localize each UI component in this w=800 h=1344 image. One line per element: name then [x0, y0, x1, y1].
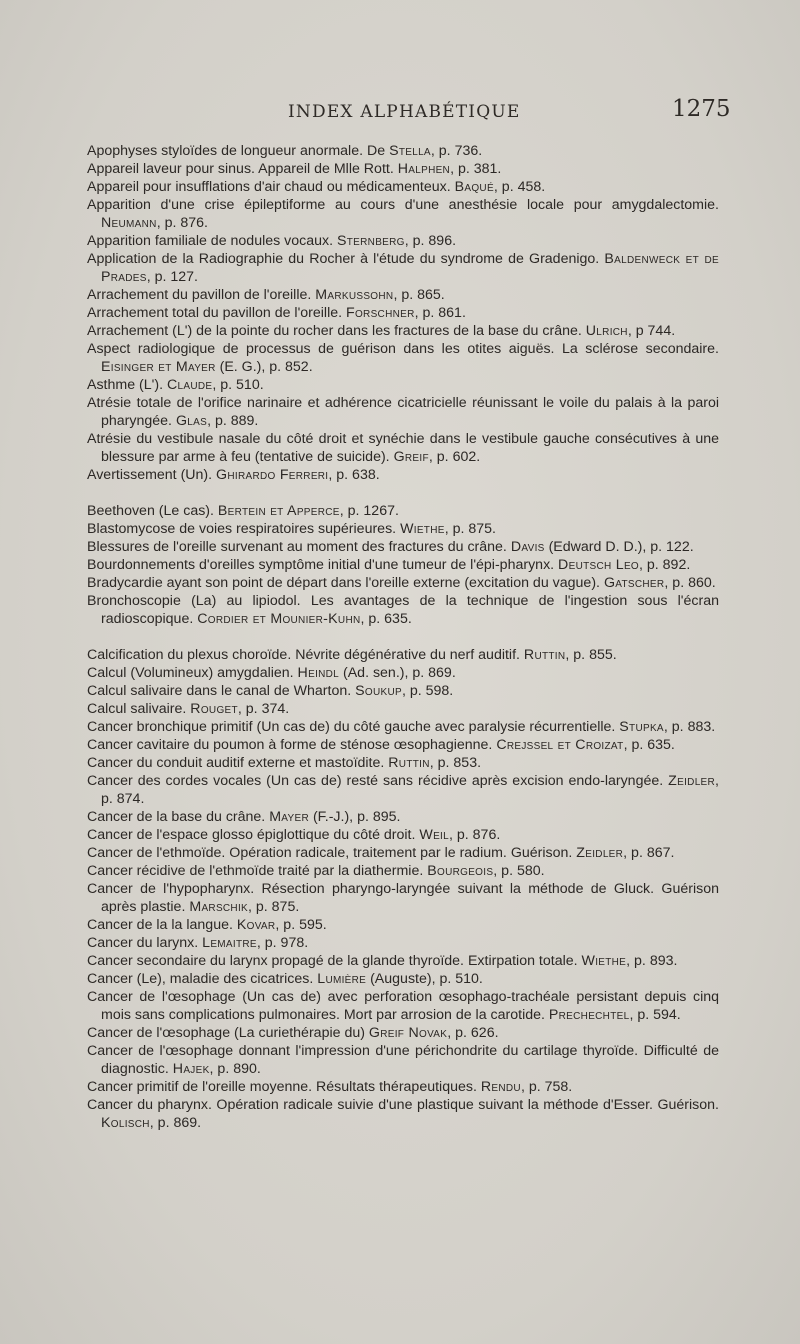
entry-page-ref: (Ad. sen.), p. 869.: [339, 665, 456, 681]
alphabetical-index: [87, 142, 719, 1150]
entry-author: Zeidler: [576, 845, 624, 861]
entry-author: Gatscher: [603, 575, 665, 591]
entry-title: Appareil pour insufflations d'air chaud ou médicamenteux.: [87, 179, 455, 195]
entry-title: Blessures de l'oreille survenant au moment des fractures du crâne.: [87, 539, 511, 555]
entry-title: Calcification du plexus choroïde. Névrite dégénérative du nerf auditif.: [87, 647, 524, 663]
entry-title: Cancer de la la langue.: [87, 917, 237, 933]
page-number: 1275: [672, 96, 731, 122]
index-entry: [87, 844, 719, 862]
entry-page-ref: , p. 874.: [101, 773, 719, 807]
entry-author: Deutsch Leo: [558, 557, 639, 573]
entry-page-ref: , p. 978.: [256, 935, 309, 951]
entry-author: Forschner: [346, 305, 415, 321]
entry-author: Soukup: [355, 683, 402, 699]
entry-page-ref: , p. 127.: [146, 269, 198, 285]
index-section: [87, 646, 719, 1132]
index-entry: [87, 700, 719, 718]
entry-page-ref: , p. 594.: [629, 1007, 681, 1023]
entry-title: Cancer du pharynx. Opération radicale suivie d'une plastique suivant la méthode d'Esser. Guérison.: [87, 1097, 719, 1113]
index-entry: [87, 232, 719, 250]
index-entry: [87, 682, 719, 700]
entry-title: Cancer de la base du crâne.: [87, 809, 270, 825]
entry-author: Prechechtel: [548, 1007, 630, 1023]
entry-author: Kolisch: [101, 1115, 150, 1131]
index-entry: [87, 286, 719, 304]
entry-page-ref: , p. 875.: [444, 521, 496, 537]
index-entry: [87, 592, 719, 628]
entry-title: Cancer secondaire du larynx propagé de la glande thyroïde. Extirpation totale.: [87, 953, 582, 969]
entry-author: Glas: [175, 413, 208, 429]
index-entry: [87, 826, 719, 844]
entry-title: Calcul salivaire dans le canal de Wharton.: [87, 683, 356, 699]
entry-page-ref: (E. G.), p. 852.: [215, 359, 313, 375]
entry-author: Mayer: [269, 809, 309, 825]
index-entry: [87, 1042, 719, 1078]
index-entry: [87, 970, 719, 988]
index-entry: [87, 952, 719, 970]
entry-page-ref: , p. 893.: [626, 953, 678, 969]
entry-page-ref: , p. 875.: [248, 899, 300, 915]
index-entry: [87, 340, 719, 376]
index-section: [87, 502, 719, 628]
entry-title: Cancer bronchique primitif (Un cas de) du côté gauche avec paralysie récurrentielle.: [87, 719, 620, 735]
entry-page-ref: (F.-J.), p. 895.: [309, 809, 401, 825]
entry-page-ref: , p. 869.: [149, 1115, 202, 1131]
index-entry: [87, 754, 719, 772]
entry-title: Cancer récidive de l'ethmoïde traité par la diathermie.: [87, 863, 428, 879]
entry-title: Arrachement total du pavillon de l'oreille.: [87, 305, 347, 321]
index-entry: [87, 430, 719, 466]
entry-page-ref: , p. 867.: [623, 845, 675, 861]
entry-author: Stella: [389, 143, 431, 159]
entry-page-ref: (Auguste), p. 510.: [366, 971, 483, 987]
index-entry: [87, 736, 719, 754]
entry-page-ref: , p. 510.: [212, 377, 264, 393]
entry-page-ref: , p. 889.: [207, 413, 259, 429]
index-entry: [87, 808, 719, 826]
index-entry: [87, 772, 719, 808]
entry-author: Lemaitre: [202, 935, 257, 951]
index-entry: [87, 178, 719, 196]
index-entry: [87, 1096, 719, 1132]
index-entry: [87, 394, 719, 430]
entry-title: Bourdonnements d'oreilles symptôme initial d'une tumeur de l'épi-pharynx.: [87, 557, 559, 573]
entry-title: Arrachement (L') de la pointe du rocher dans les fractures de la base du crâne.: [87, 323, 586, 339]
entry-author: Claude: [166, 377, 213, 393]
index-entry: [87, 160, 719, 178]
entry-title: Cancer du larynx.: [87, 935, 203, 951]
entry-page-ref: , p 744.: [627, 323, 676, 339]
entry-page-ref: , p. 736.: [430, 143, 483, 159]
entry-author: Davis: [510, 539, 545, 555]
index-entry: [87, 934, 719, 952]
entry-author: Stupka: [619, 719, 664, 735]
entry-author: Hajek: [172, 1061, 210, 1077]
entry-title: Cancer de l'hypopharynx. Résection pharyngo-laryngée suivant la méthode de Gluck. Guérison après plastie.: [87, 881, 719, 915]
index-entry: [87, 916, 719, 934]
index-entry: [87, 862, 719, 880]
entry-title: Cancer de l'œsophage donnant l'impression d'une périchondrite du cartilage thyroïde. Difficulté de diagnostic.: [87, 1043, 719, 1077]
entry-title: Aspect radiologique de processus de guérison dans les otites aiguës. La sclérose secondaire.: [87, 341, 719, 357]
entry-title: Cancer du conduit auditif externe et mastoïdite.: [87, 755, 389, 771]
entry-title: Blastomycose de voies respiratoires supérieures.: [87, 521, 401, 537]
entry-page-ref: , p. 876.: [156, 215, 208, 231]
entry-page-ref: , p. 861.: [414, 305, 466, 321]
entry-title: Beethoven (Le cas).: [87, 503, 218, 519]
header-title: INDEX ALPHABÉTIQUE: [288, 102, 521, 122]
index-entry: [87, 718, 719, 736]
index-entry: [87, 196, 719, 232]
entry-author: Ulrich: [585, 323, 628, 339]
entry-author: Heindl: [297, 665, 340, 681]
entry-page-ref: , p. 860.: [664, 575, 716, 591]
entry-page-ref: , p. 595.: [275, 917, 327, 933]
entry-author: Baqué: [454, 179, 494, 195]
entry-title: Appareil laveur pour sinus. Appareil de Mlle Rott.: [87, 161, 398, 177]
entry-title: Cancer primitif de l'oreille moyenne. Résultats thérapeutiques.: [87, 1079, 481, 1095]
entry-page-ref: , p. 598.: [401, 683, 454, 699]
entry-page-ref: , p. 580.: [493, 863, 545, 879]
entry-title: Cancer des cordes vocales (Un cas de) resté sans récidive après excision endo-laryngée.: [87, 773, 669, 789]
entry-title: Apparition d'une crise épileptiforme au cours d'une anesthésie locale pour amygdalectomie.: [87, 197, 719, 213]
entry-page-ref: , p. 374.: [237, 701, 290, 717]
entry-page-ref: , p. 892.: [639, 557, 691, 573]
entry-title: Cancer de l'œsophage (La curiethérapie du): [87, 1025, 369, 1041]
entry-page-ref: , p. 602.: [428, 449, 481, 465]
index-entry: [87, 880, 719, 916]
entry-author: Bertein et Apperce: [217, 503, 340, 519]
entry-author: Crejssel et Croizat: [496, 737, 624, 753]
entry-title: Bronchoscopie (La) au lipiodol. Les avantages de la technique de l'ingestion sous l'écran radioscopique.: [87, 593, 719, 627]
entry-title: Atrésie du vestibule nasale du côté droit et synéchie dans le vestibule gauche consécutives à une blessure par arme à feu (tentative de suicide).: [87, 431, 719, 465]
entry-title: Cancer (Le), maladie des cicatrices.: [87, 971, 318, 987]
entry-page-ref: , p. 890.: [209, 1061, 261, 1077]
entry-author: Bourgeois: [427, 863, 494, 879]
running-header: [0, 96, 800, 130]
entry-title: Arrachement du pavillon de l'oreille.: [87, 287, 316, 303]
index-entry: [87, 1024, 719, 1042]
entry-author: Rendu: [480, 1079, 521, 1095]
index-entry: [87, 502, 719, 520]
entry-author: Rouget: [190, 701, 238, 717]
entry-author: Eisinger et Mayer: [101, 359, 216, 375]
entry-author: Halphen: [397, 161, 451, 177]
entry-author: Wiethe: [400, 521, 445, 537]
entry-title: Calcul (Volumineux) amygdalien.: [87, 665, 298, 681]
entry-page-ref: , p. 876.: [449, 827, 501, 843]
index-section: [87, 142, 719, 484]
entry-title: Cancer cavitaire du poumon à forme de sténose œsophagienne.: [87, 737, 497, 753]
entry-title: Atrésie totale de l'orifice narinaire et adhérence cicatricielle réunissant le voile du palais à la paroi pharyngée.: [87, 395, 719, 429]
index-entry: [87, 556, 719, 574]
index-entry: [87, 664, 719, 682]
entry-page-ref: , p. 883.: [663, 719, 716, 735]
index-entry: [87, 574, 719, 592]
entry-page-ref: , p. 635.: [623, 737, 675, 753]
entry-page-ref: , p. 855.: [565, 647, 617, 663]
entry-title: Apparition familiale de nodules vocaux.: [87, 233, 338, 249]
entry-title: Avertissement (Un).: [87, 467, 217, 483]
entry-title: Calcul salivaire.: [87, 701, 191, 717]
entry-page-ref: , p. 458.: [493, 179, 546, 195]
entry-author: Weil: [419, 827, 449, 843]
entry-author: Cordier et Mounier-Kuhn: [197, 611, 361, 627]
entry-page-ref: , p. 758.: [520, 1079, 573, 1095]
index-entry: [87, 250, 719, 286]
entry-author: Ruttin: [523, 647, 566, 663]
entry-author: Greif: [393, 449, 429, 465]
entry-author: Ruttin: [388, 755, 430, 771]
entry-author: Wiethe: [581, 953, 627, 969]
index-entry: [87, 304, 719, 322]
index-entry: [87, 538, 719, 556]
entry-title: Application de la Radiographie du Rocher à l'étude du syndrome de Gradenigo.: [87, 251, 605, 267]
entry-page-ref: , p. 1267.: [339, 503, 399, 519]
entry-page-ref: , p. 896.: [404, 233, 457, 249]
entry-title: Bradycardie ayant son point de départ dans l'oreille externe (excitation du vague).: [87, 575, 604, 591]
index-entry: [87, 1078, 719, 1096]
entry-author: Ghirardo Ferreri: [216, 467, 329, 483]
entry-author: Marschik: [189, 899, 248, 915]
entry-page-ref: , p. 853.: [429, 755, 482, 771]
entry-author: Sternberg: [337, 233, 405, 249]
entry-author: Neumann: [101, 215, 157, 231]
entry-page-ref: , p. 638.: [328, 467, 380, 483]
entry-author: Zeidler: [668, 773, 716, 789]
index-entry: [87, 988, 719, 1024]
entry-author: Markussohn: [315, 287, 394, 303]
index-entry: [87, 376, 719, 394]
entry-author: Lumière: [317, 971, 367, 987]
entry-title: Asthme (L').: [87, 377, 167, 393]
entry-title: Cancer de l'œsophage (Un cas de) avec perforation œsophago-trachéale persistant depuis cinq mois sans complications pulmonaires. Mort par arrosion de la carotide.: [87, 989, 719, 1023]
entry-page-ref: , p. 626.: [447, 1025, 499, 1041]
entry-page-ref: , p. 381.: [450, 161, 502, 177]
entry-author: Baldenweck et de Prades: [101, 251, 719, 285]
entry-page-ref: (Edward D. D.), p. 122.: [544, 539, 694, 555]
entry-author: Kovar: [236, 917, 276, 933]
index-entry: [87, 322, 719, 340]
entry-title: Cancer de l'ethmoïde. Opération radicale, traitement par le radium. Guérison.: [87, 845, 577, 861]
index-entry: [87, 142, 719, 160]
index-entry: [87, 466, 719, 484]
entry-author: Greif Novak: [368, 1025, 448, 1041]
entry-page-ref: , p. 865.: [393, 287, 445, 303]
entry-title: Cancer de l'espace glosso épiglottique du côté droit.: [87, 827, 420, 843]
entry-title: Apophyses styloïdes de longueur anormale. De: [87, 143, 390, 159]
index-entry: [87, 520, 719, 538]
index-entry: [87, 646, 719, 664]
entry-page-ref: , p. 635.: [360, 611, 412, 627]
